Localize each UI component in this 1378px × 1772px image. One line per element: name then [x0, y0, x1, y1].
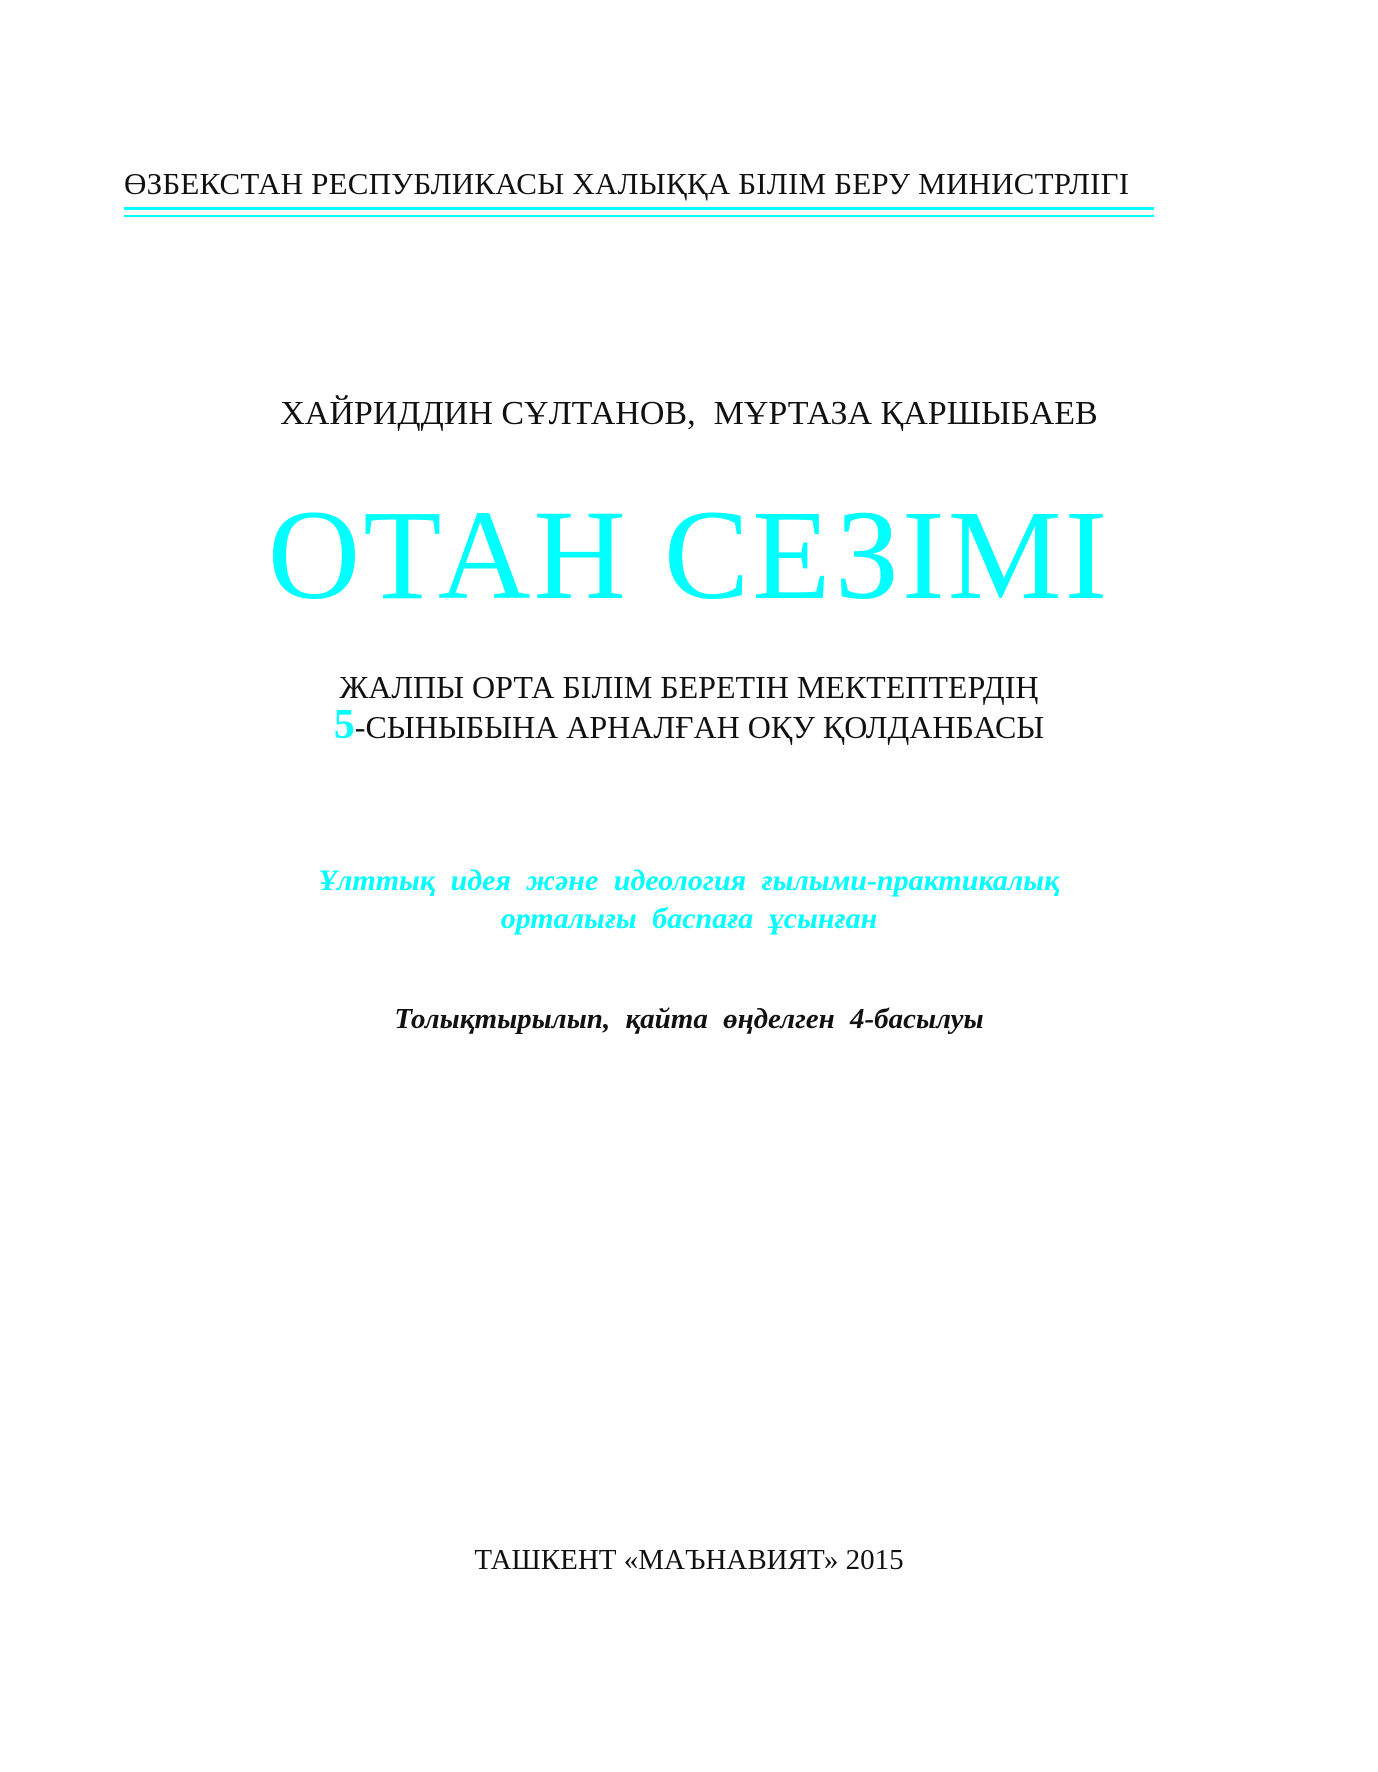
subtitle-line-2: [0, 702, 1378, 748]
recommendation-line-1: Ұлттық идея және идеология ғылыми-практикалық: [318, 864, 1060, 897]
header-rule-bottom: [124, 215, 1154, 217]
author-second: МҰРТАЗА ҚАРШЫБАЕВ: [713, 395, 1098, 432]
grade-number: 5: [333, 702, 355, 748]
recommendation-note: [0, 862, 1378, 938]
header-rule-top: [124, 207, 1154, 210]
subtitle-line-1: ЖАЛПЫ ОРТА БІЛІМ БЕРЕТІН МЕКТЕПТЕРДІҢ: [339, 669, 1039, 705]
edition-note: Толықтырылып, қайта өңделген 4-басылуы: [394, 1003, 984, 1035]
ministry-heading: ӨЗБЕКСТАН РЕСПУБЛИКАСЫ ХАЛЫҚҚА БІЛІМ БЕРУ МИНИСТРЛІГІ: [124, 166, 1130, 201]
authors: [0, 392, 1378, 436]
subtitle-line-2-text: -СЫНЫБЫНА АРНАЛҒАН ОҚУ ҚОЛДАНБАСЫ: [354, 709, 1045, 745]
book-subtitle: [0, 668, 1378, 746]
author-first: ХАЙРИДДИН СҰЛТАНОВ,: [280, 395, 696, 432]
publisher-imprint: ТАШКЕНТ «МАЪНАВИЯТ» 2015: [474, 1544, 904, 1576]
book-title: ОТАН СЕЗІМІ: [267, 484, 1111, 626]
recommendation-line-2: орталығы баспаға ұсынған: [500, 902, 878, 935]
